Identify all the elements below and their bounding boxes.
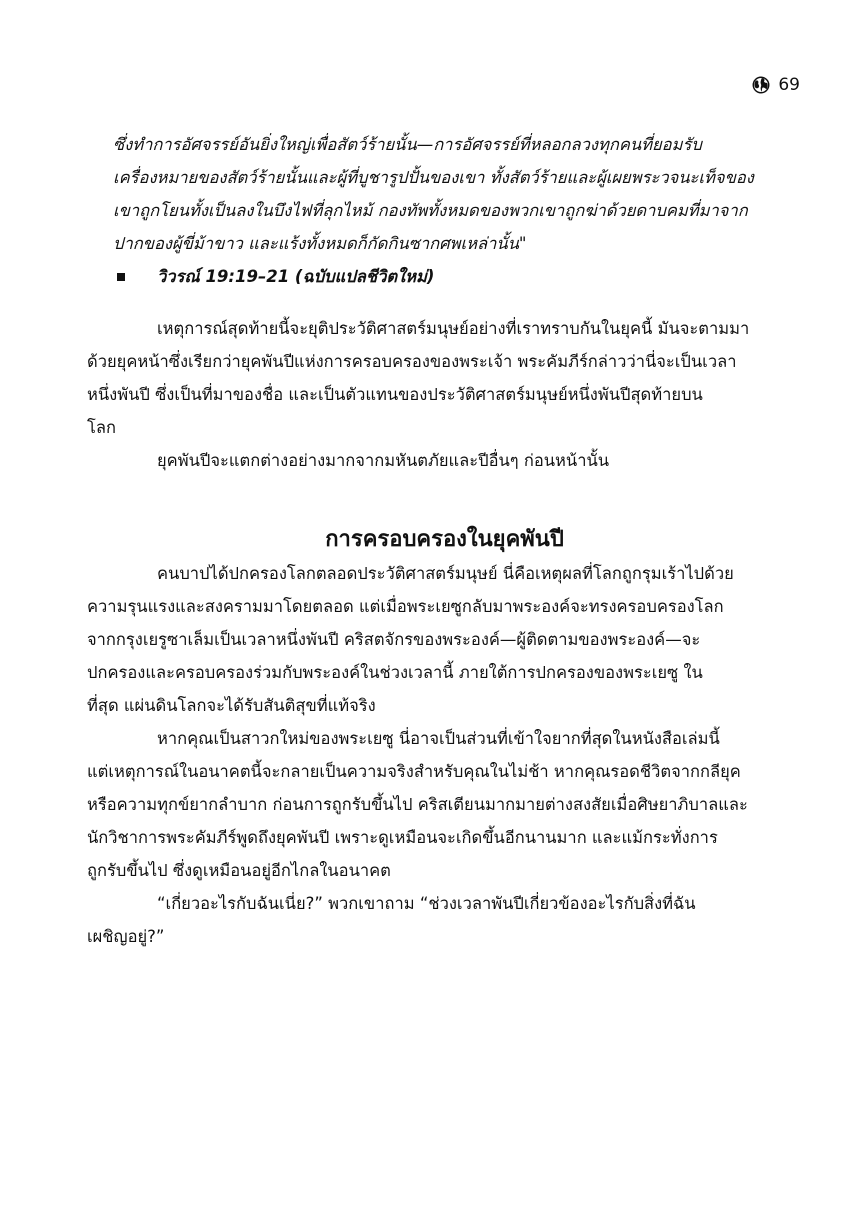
text-line: คนบาปได้ปกครองโลกตลอดประวัติศาสตร์มนุษย์ นี่คือเหตุผลที่โลกถูกรุมเร้าไปด้วย (157, 564, 734, 583)
text-line: หนึ่งพันปี ซึ่งเป็นที่มาของชื่อ และเป็นตัวแทนของประวัติศาสตร์มนุษย์หนึ่งพันปีสุดท้ายบน (87, 385, 703, 404)
page-number: 69 (778, 75, 800, 95)
text-line: ถูกรับขึ้นไป ซึ่งดูเหมือนอยู่อีกไกลในอนาคต (87, 861, 391, 880)
quote-line: เครื่องหมายของสัตว์ร้ายนั้นและผู้ที่บูชารูปปั้นของเขา ทั้งสัตว์ร้ายและผู้เผยพระวจนะเท็จของ (113, 168, 754, 187)
text-line: ยุคพันปีจะแตกต่างอย่างมากจากมหันตภัยและปีอื่นๆ ก่อนหน้านั้น (157, 451, 610, 470)
quote-line: ซึ่งทำการอัศจรรย์อันยิ่งใหญ่เพื่อสัตว์ร้ายนั้น—การอัศจรรย์ที่หลอกลวงทุกคนที่ยอมรับ (113, 135, 702, 154)
quote-line: เขาถูกโยนทั้งเป็นลงในบึงไฟที่ลุกไหม้ กองทัพทั้งหมดของพวกเขาถูกฆ่าด้วยดาบคมที่มาจาก (113, 201, 748, 220)
scripture-quote (113, 128, 802, 260)
paragraph (87, 887, 802, 953)
text-line: “เกี่ยวอะไรกับฉันเนี่ย?” พวกเขาถาม “ช่วงเวลาพันปีเกี่ยวข้องอะไรกับสิ่งที่ฉัน (157, 894, 696, 913)
scripture-citation (117, 260, 802, 294)
text-line: เหตุการณ์สุดท้ายนี้จะยุติประวัติศาสตร์มนุษย์อย่างที่เราทราบกันในยุคนี้ มันจะตามมา (157, 319, 750, 338)
text-line: หากคุณเป็นสาวกใหม่ของพระเยซู นี่อาจเป็นส่วนที่เข้าใจยากที่สุดในหนังสือเล่มนี้ (157, 729, 720, 748)
page-header (752, 74, 800, 96)
text-line: ปกครองและครอบครองร่วมกับพระองค์ในช่วงเวลานี้ ภายใต้การปกครองของพระเยซู ใน (87, 663, 703, 682)
text-line: เผชิญอยู่?” (87, 927, 165, 946)
text-line: ความรุนแรงและสงครามมาโดยตลอด แต่เมื่อพระเยซูกลับมาพระองค์จะทรงครอบครองโลก (87, 597, 724, 616)
paragraph (87, 722, 802, 887)
citation-text: วิวรณ์ 19:19–21 (ฉบับแปลชีวิตใหม่) (157, 267, 435, 286)
globe-icon (752, 76, 770, 94)
paragraph (87, 557, 802, 722)
text-line: แต่เหตุการณ์ในอนาคตนี้จะกลายเป็นความจริงสำหรับคุณในไม่ช้า หากคุณรอดชีวิตจากกลียุค (87, 762, 741, 781)
section-heading: การครอบครองในยุคพันปี (325, 527, 564, 552)
text-line: จากกรุงเยรูซาเล็มเป็นเวลาหนึ่งพันปี คริสตจักรของพระองค์—ผู้ติดตามของพระองค์—จะ (87, 630, 701, 649)
text-line: ที่สุด แผ่นดินโลกจะได้รับสันติสุขที่แท้จริง (87, 696, 376, 715)
bullet-square-icon (117, 273, 125, 281)
text-line: หรือความทุกข์ยากลำบาก ก่อนการถูกรับขึ้นไป คริสเตียนมากมายต่างสงสัยเมื่อศิษยาภิบาลและ (87, 795, 748, 814)
paragraph (87, 312, 802, 444)
body-text (87, 128, 802, 953)
paragraph (87, 444, 802, 477)
text-line: นักวิชาการพระคัมภีร์พูดถึงยุคพันปี เพราะดูเหมือนจะเกิดขึ้นอีกนานมาก และแม้กระทั่งการ (87, 828, 718, 847)
text-line: โลก (87, 418, 116, 437)
quote-line: ปากของผู้ขี่ม้าขาว และแร้งทั้งหมดก็กัดกินซากศพเหล่านั้น" (113, 234, 527, 253)
text-line: ด้วยยุคหน้าซึ่งเรียกว่ายุคพันปีแห่งการครอบครองของพระเจ้า พระคัมภีร์กล่าวว่านี่จะเป็นเวลา (87, 352, 737, 371)
